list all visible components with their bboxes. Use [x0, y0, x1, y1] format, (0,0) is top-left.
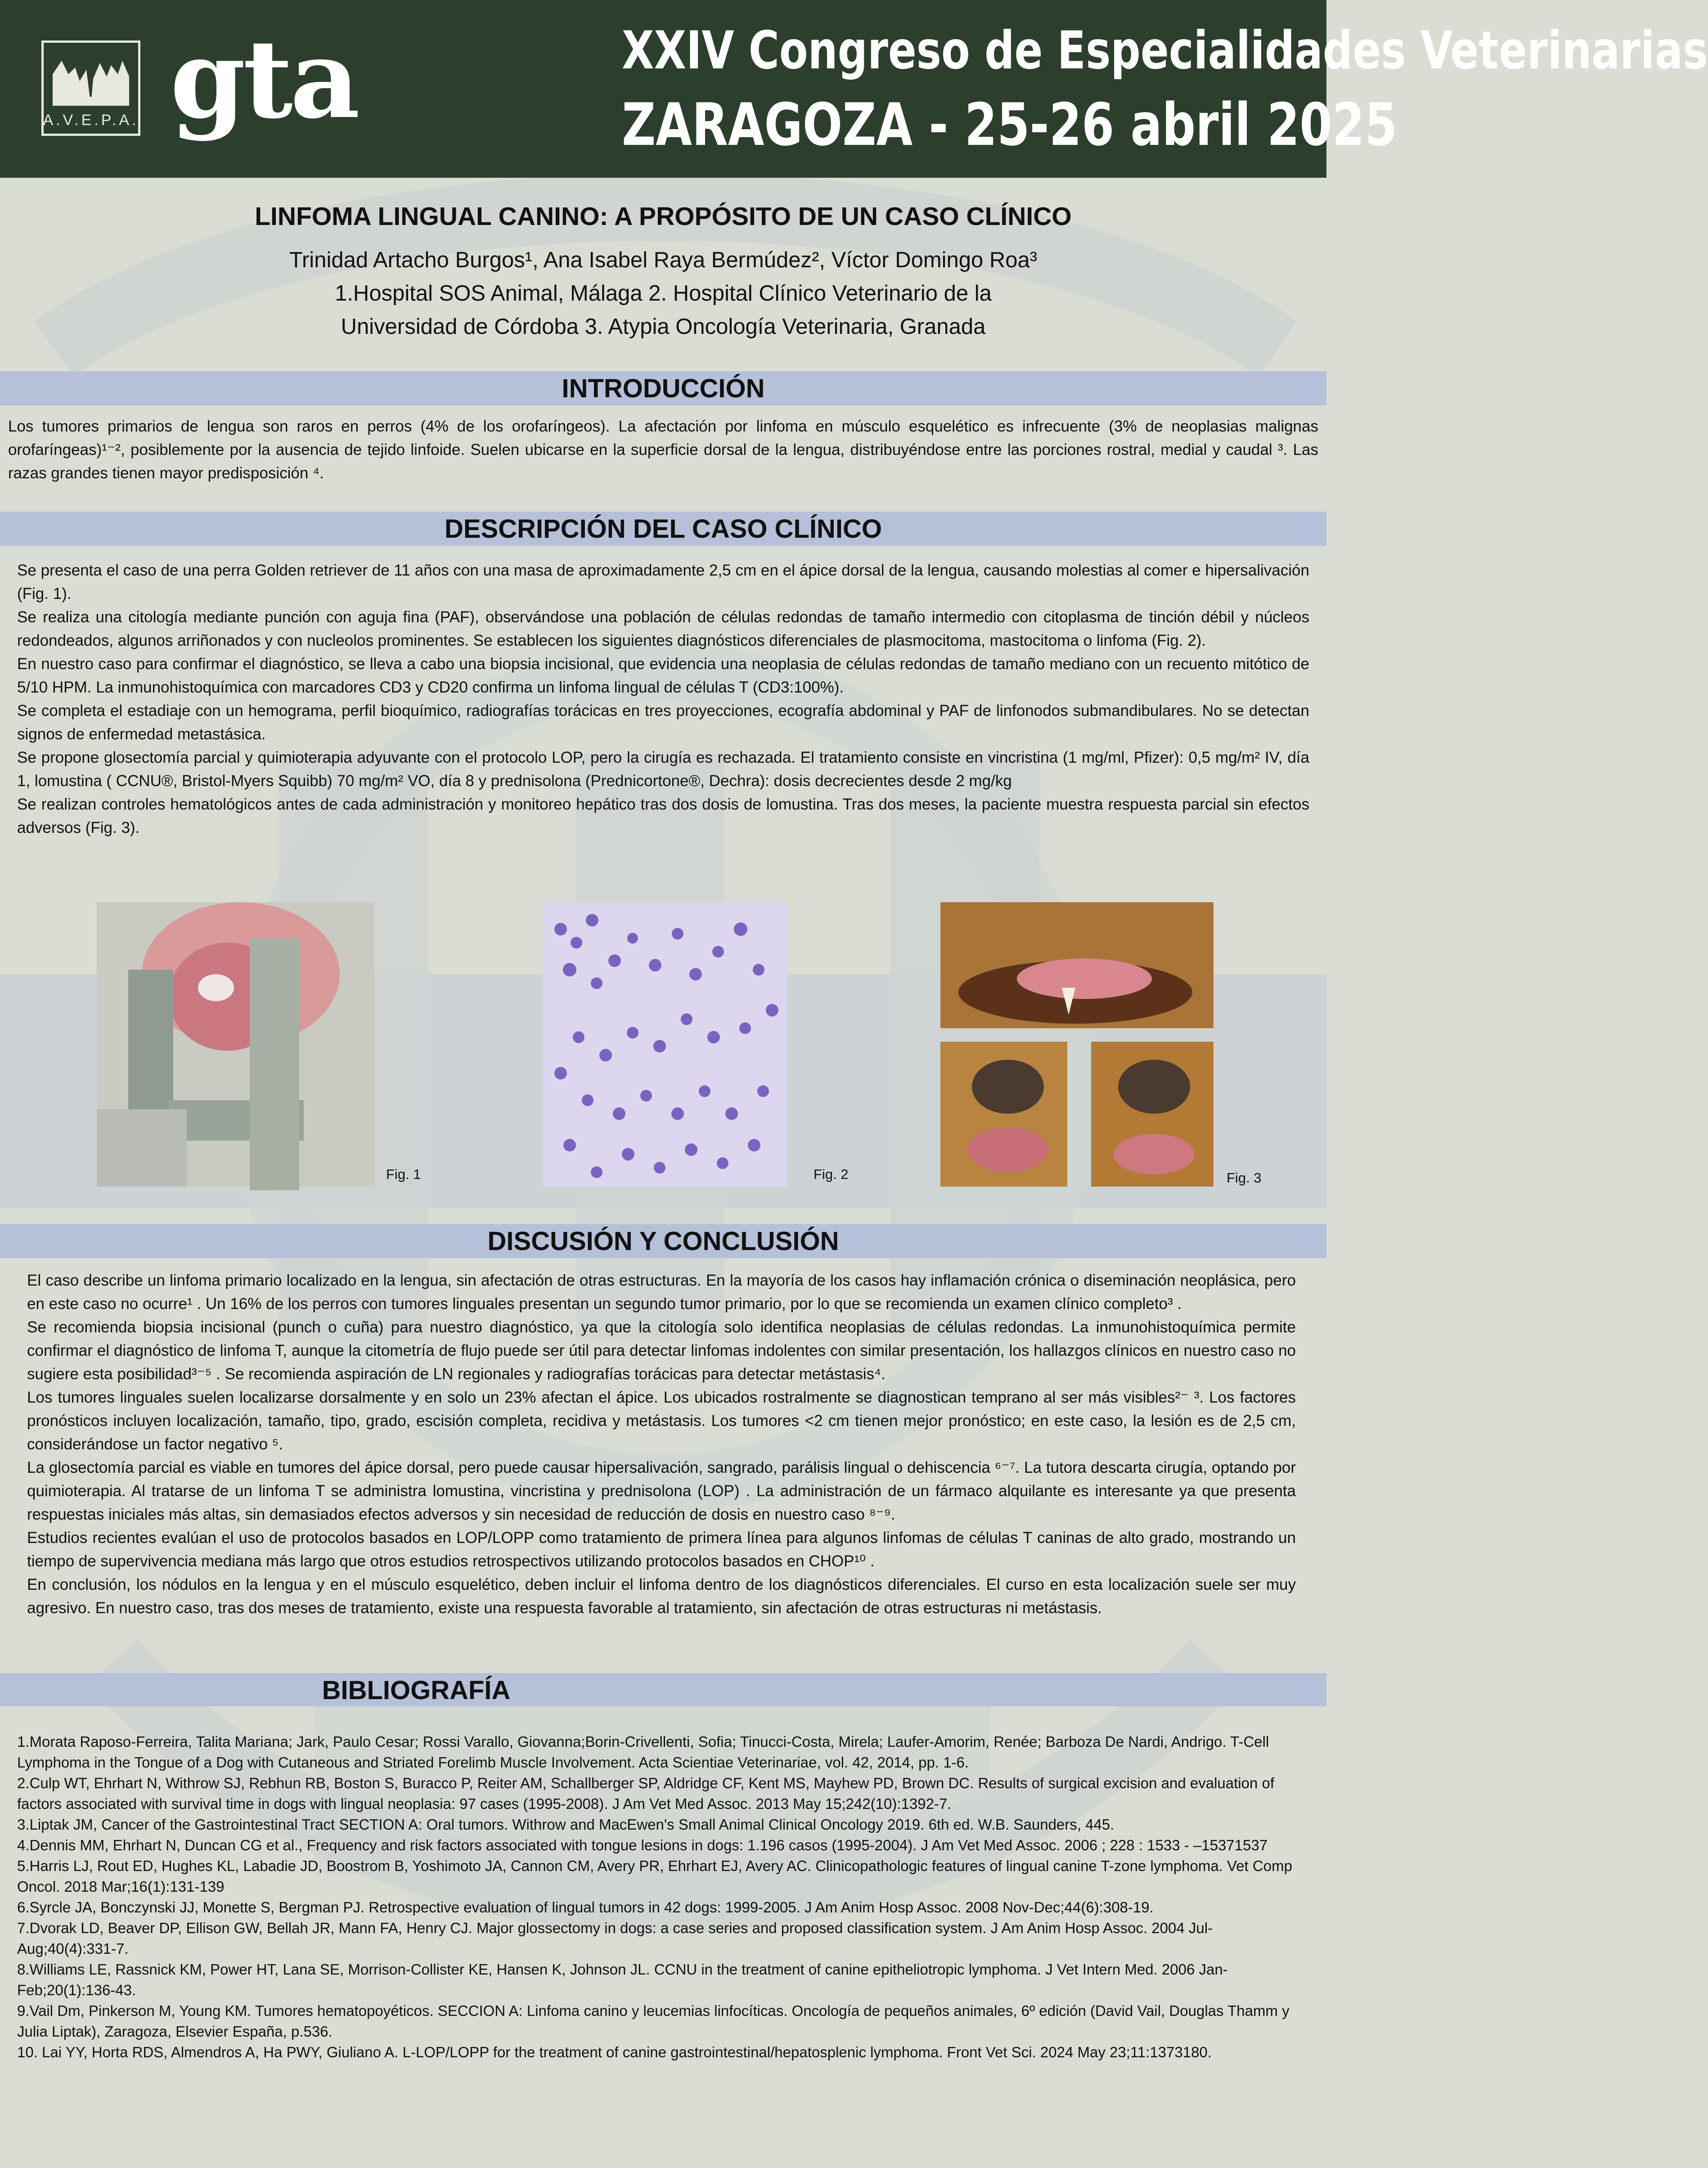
- authors: Trinidad Artacho Burgos¹, Ana Isabel Raya Bermúdez², Víctor Domingo Roa³: [289, 248, 1038, 272]
- intro-paragraph: Los tumores primarios de lengua son raros en perros (4% de los orofaríngeos). La afectación por linfoma en músculo esquelético es infrecuente (3% de neoplasias malignas orofaríngeas)¹⁻², posiblemente por la ausencia de tejido linfoide. Suelen ubicarse en la superficie dorsal de la lengua, distribuyéndose entre las porciones rostral, medial y caudal ³. Las razas grandes tienen mayor predisposición ⁴.: [8, 418, 1318, 482]
- case-section: [17, 559, 1309, 840]
- congress-location-date: ZARAGOZA - 25-26 abril 2025: [622, 90, 1398, 159]
- animals-logo-icon: [44, 43, 138, 110]
- discussion-paragraph: La glosectomía parcial es viable en tumores del ápice dorsal, pero puede causar hipersalivación, sangrado, parálisis lingual o dehiscencia ⁶⁻⁷. La tutora descarta cirugía, optando por quimioterapia. Al tratarse de un linfoma T se administra lomustina, vincristina y prednisolona (LOP) . La administración de un fármaco alquilante es interesante ya que presenta respuestas iniciales más altas, sin demasiados efectos adversos y sin necesidad de reducción de dosis en nuestro caso ⁸⁻⁹.: [27, 1459, 1296, 1523]
- figure-3-caption: Fig. 3: [1227, 1170, 1262, 1186]
- gta-brand-logo: gta: [170, 16, 358, 143]
- case-heading: DESCRIPCIÓN DEL CASO CLÍNICO: [444, 514, 882, 544]
- discussion-paragraph: En conclusión, los nódulos en la lengua y en el músculo esquelético, deben incluir el linfoma dentro de los diagnósticos diferenciales. El curso en esta localización suele ser muy agresivo. En nuestro caso, tras dos meses de tratamiento, existe una respuesta favorable al tratamiento, sin afectación de otras estructuras ni metástasis.: [27, 1576, 1296, 1617]
- case-paragraph: Se propone glosectomía parcial y quimioterapia adyuvante con el protocolo LOP, pero la cirugía es rechazada. El tratamiento consiste en vincristina (1 mg/ml, Pfizer): 0,5 mg/m² IV, día 1, lomustina ( CCNU®, Bristol-Myers Squibb) 70 mg/m² VO, día 8 y prednisolona (Prednicortone®, Dechra): dosis decrecientes desde 2 mg/kg: [17, 749, 1309, 790]
- dog-mouth-image: [940, 902, 1214, 1028]
- reference-item: 10. Lai YY, Horta RDS, Almendros A, Ha PWY, Giuliano A. L-LOP/LOPP for the treatment of canine gastrointestinal/hepatosplenic lymphoma. Front Vet Sci. 2024 May 23;11:1373180.: [17, 2044, 1212, 2060]
- reference-item: 7.Dvorak LD, Beaver DP, Ellison GW, Bellah JR, Mann FA, Henry CJ. Major glossectomy in dogs: a case series and proposed classification system. J Am Anim Hosp Assoc. 2004 Jul-Aug;40(4):331-7.: [17, 1920, 1213, 1957]
- dog-nose-image: [1091, 1042, 1214, 1187]
- intro-heading-band: [0, 371, 1326, 405]
- dog-nose-image: [940, 1042, 1067, 1187]
- caliper-tongue-image: [97, 902, 374, 1187]
- discussion-paragraph: Estudios recientes evalúan el uso de protocolos basados en LOP/LOPP como tratamiento de primera línea para algunos linfomas de células T caninas de alto grado, mostrando un tiempo de supervivencia mediana más largo que otros estudios retrospectivos utilizando protocolos basados en CHOP¹⁰ .: [27, 1529, 1296, 1570]
- reference-item: 1.Morata Raposo-Ferreira, Talita Mariana; Jark, Paulo Cesar; Rossi Varallo, Giovanna;Borin-Crivellenti, Sofia; Tinucci-Costa, Mirela; Laufer-Amorim, Renée; Barboza De Nardi, Andrigo. T-Cell Lymphoma in the Tongue of a Dog with Cutaneous and Striated Forelimb Muscle Involvement. Acta Scientiae Veterinariae, vol. 42, 2014, pp. 1-6.: [17, 1733, 1269, 1771]
- case-paragraph: En nuestro caso para confirmar el diagnóstico, se lleva a cabo una biopsia incisional, que evidencia una neoplasia de células redondas de tamaño mediano con un recuento mitótico de 5/10 HPM. La inmunohistoquímica con marcadores CD3 y CD20 confirma un linfoma lingual de células T (CD3:100%).: [17, 655, 1309, 696]
- reference-item: 8.Williams LE, Rassnick KM, Power HT, Lana SE, Morrison-Collister KE, Hansen K, Johnson JL. CCNU in the treatment of canine epitheliotropic lymphoma. J Vet Intern Med. 2006 Jan-Feb;20(1):136-43.: [17, 1961, 1228, 1998]
- reference-item: 6.Syrcle JA, Bonczynski JJ, Monette S, Bergman PJ. Retrospective evaluation of lingual tumors in 42 dogs: 1999-2005. J Am Anim Hosp Assoc. 2008 Nov-Dec;44(6):308-19.: [17, 1899, 1154, 1916]
- reference-item: 4.Dennis MM, Ehrhart N, Duncan CG et al., Frequency and risk factors associated with tongue lesions in dogs: 1.196 casos (1995-2004). J Am Vet Med Assoc. 2006 ; 228 : 1533 - –15371537: [17, 1837, 1268, 1853]
- reference-item: 2.Culp WT, Ehrhart N, Withrow SJ, Rebhun RB, Boston S, Buracco P, Reiter AM, Schallberger SP, Aldridge CF, Kent MS, Mayhew PD, Brown DC. Results of surgical excision and evaluation of factors associated with survival time in dogs with lingual neoplasia: 97 cases (1995-2008). J Am Vet Med Assoc. 2013 May 15;242(10):1392-7.: [17, 1775, 1275, 1812]
- reference-item: 9.Vail Dm, Pinkerson M, Young KM. Tumores hematopoyéticos. SECCION A: Linfoma canino y leucemias linfocíticas. Oncología de pequeños animales, 6º edición (David Vail, Douglas Thamm y Julia Liptak), Zaragoza, Elsevier España, p.536.: [17, 2002, 1290, 2040]
- discussion-heading-band: [0, 1224, 1326, 1258]
- figure-1-photo: [97, 902, 374, 1187]
- intro-heading: INTRODUCCIÓN: [562, 374, 765, 403]
- intro-section: [8, 415, 1318, 485]
- figure-2-photo: [543, 902, 787, 1187]
- bibliography-list: [17, 1732, 1309, 2063]
- affiliation-line-2: Universidad de Córdoba 3. Atypia Oncología Veterinaria, Granada: [341, 315, 986, 339]
- affiliation-line-1: 1.Hospital SOS Animal, Málaga 2. Hospital Clínico Veterinario de la: [335, 281, 992, 306]
- figure-3-photo-right: [1091, 1042, 1214, 1187]
- case-paragraph: Se realizan controles hematológicos antes de cada administración y monitoreo hepático tras dos dosis de lomustina. Tras dos meses, la paciente muestra respuesta parcial sin efectos adversos (Fig. 3).: [17, 796, 1309, 837]
- case-paragraph: Se presenta el caso de una perra Golden retriever de 11 años con una masa de aproximadamente 2,5 cm en el ápice dorsal de la lengua, causando molestias al comer e hipersalivación (Fig. 1).: [17, 562, 1309, 603]
- discussion-section: [27, 1269, 1296, 1620]
- reference-item: 5.Harris LJ, Rout ED, Hughes KL, Labadie JD, Boostrom B, Yoshimoto JA, Cannon CM, Avery PR, Ehrhart EJ, Avery AC. Clinicopathologic features of lingual canine T-zone lymphoma. Vet Comp Oncol. 2018 Mar;16(1):131-139: [17, 1858, 1292, 1895]
- case-paragraph: Se completa el estadiaje con un hemograma, perfil bioquímico, radiografías torácicas en tres proyecciones, ecografía abdominal y PAF de linfonodos submandibulares. No se detectan signos de enfermedad metastásica.: [17, 702, 1309, 743]
- discussion-paragraph: Se recomienda biopsia incisional (punch o cuña) para nuestro diagnóstico, ya que la citología solo identifica neoplasias de células redondas. La inmunohistoquímica permite confirmar el diagnóstico de linfoma T, aunque la citometría de flujo puede ser útil para detectar linfomas indolentes con similar presentación, los hallazgos clínicos en nuestro caso no sugiere esta posibilidad³⁻⁵ . Se recomienda aspiración de LN regionales y radiografías torácicas para detectar metástasis⁴.: [27, 1318, 1296, 1383]
- cytology-slide-image: [543, 902, 787, 1187]
- bibliography-heading: BIBLIOGRAFÍA: [322, 1676, 511, 1705]
- reference-item: 3.Liptak JM, Cancer of the Gastrointestinal Tract SECTION A: Oral tumors. Withrow and MacEwen's Small Animal Clinical Oncology 2019. 6th ed. W.B. Saunders, 445.: [17, 1816, 1115, 1833]
- discussion-heading: DISCUSIÓN Y CONCLUSIÓN: [487, 1227, 839, 1256]
- figure-2-caption: Fig. 2: [814, 1166, 849, 1182]
- discussion-paragraph: Los tumores linguales suelen localizarse dorsalmente y en solo un 23% afectan el ápice. Los ubicados rostralmente se diagnostican temprano al ser más visibles²⁻ ³. Los factores pronósticos incluyen localización, tamaño, tipo, grado, escisión completa, recidiva y metástasis. Los tumores <2 cm tienen mejor pronóstico; en este caso, la lesión es de 2,5 cm, considerándose un factor negativo ⁵.: [27, 1389, 1296, 1453]
- header-banner: [0, 0, 1708, 178]
- figure-3-photo-left: [940, 1042, 1067, 1187]
- figure-3-photo-top: [940, 902, 1214, 1028]
- figure-1-caption: Fig. 1: [386, 1166, 421, 1182]
- case-paragraph: Se realiza una citología mediante punción con aguja fina (PAF), observándose una población de células redondas de tamaño intermedio con citoplasma de tinción débil y núcleos redondeados, algunos arriñonados y con nucleolos prominentes. Se establecen los siguientes diagnósticos diferenciales de plasmocitoma, mastocitoma o linfoma (Fig. 2).: [17, 608, 1309, 649]
- bibliography-heading-band: [0, 1673, 1326, 1706]
- discussion-paragraph: El caso describe un linfoma primario localizado en la lengua, sin afectación de otras estructuras. En la mayoría de los casos hay inflamación crónica o diseminación neoplásica, pero en este caso no ocurre¹ . Un 16% de los perros con tumores linguales presentan un segundo tumor primario, por lo que se recomienda un examen clínico completo³ .: [27, 1272, 1296, 1313]
- avepa-logo-text: A.V.E.P.A.: [43, 112, 139, 129]
- paper-title: LINFOMA LINGUAL CANINO: A PROPÓSITO DE UN CASO CLÍNICO: [255, 202, 1072, 231]
- case-heading-band: [0, 512, 1326, 546]
- congress-title: XXIV Congreso de Especialidades Veterinarias: [622, 20, 1708, 81]
